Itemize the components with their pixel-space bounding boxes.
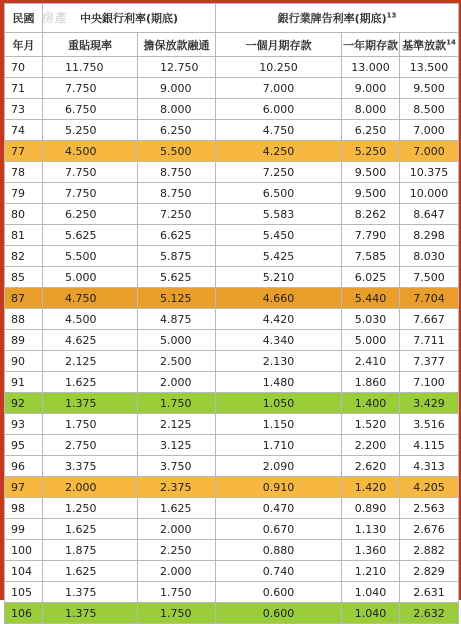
rediscount-rate-cell: 2.125	[43, 351, 138, 372]
secured-loan-rate-cell: 2.500	[138, 351, 216, 372]
base-lending-rate-cell: 2.632	[400, 603, 459, 624]
year-cell: 79	[5, 183, 43, 204]
one-month-deposit-cell: 1.150	[216, 414, 342, 435]
header-row-top	[5, 4, 459, 33]
year-cell: 81	[5, 225, 43, 246]
base-lending-rate-cell: 13.500	[400, 57, 459, 78]
table-row	[5, 246, 459, 267]
base-lending-rate-cell: 4.205	[400, 477, 459, 498]
table-row	[5, 456, 459, 477]
one-year-deposit-cell: 2.200	[342, 435, 400, 456]
header-1y-deposit: 一年期存款	[342, 33, 400, 57]
table-row	[5, 561, 459, 582]
secured-loan-rate-cell: 2.000	[138, 372, 216, 393]
year-cell: 82	[5, 246, 43, 267]
table-row	[5, 351, 459, 372]
rediscount-rate-cell: 2.750	[43, 435, 138, 456]
rediscount-rate-cell: 1.375	[43, 603, 138, 624]
rediscount-rate-cell: 6.750	[43, 99, 138, 120]
one-month-deposit-cell: 0.740	[216, 561, 342, 582]
header-year-top: 民國	[5, 4, 43, 33]
base-lending-rate-cell: 3.516	[400, 414, 459, 435]
one-month-deposit-cell: 0.880	[216, 540, 342, 561]
one-year-deposit-cell: 0.890	[342, 498, 400, 519]
secured-loan-rate-cell: 5.875	[138, 246, 216, 267]
one-year-deposit-cell: 1.130	[342, 519, 400, 540]
header-secured-loan: 擔保放款融通	[138, 33, 216, 57]
table-row	[5, 183, 459, 204]
header-base-lending	[400, 33, 459, 57]
secured-loan-rate-cell: 8.750	[138, 162, 216, 183]
secured-loan-rate-cell: 8.750	[138, 183, 216, 204]
year-cell: 87	[5, 288, 43, 309]
header-1m-deposit: 一個月期存款	[216, 33, 342, 57]
table-row	[5, 330, 459, 351]
rediscount-rate-cell: 4.500	[43, 141, 138, 162]
secured-loan-rate-cell: 5.625	[138, 267, 216, 288]
one-month-deposit-cell: 1.710	[216, 435, 342, 456]
one-month-deposit-cell: 1.480	[216, 372, 342, 393]
secured-loan-rate-cell: 3.125	[138, 435, 216, 456]
year-cell: 89	[5, 330, 43, 351]
one-month-deposit-cell: 10.250	[216, 57, 342, 78]
rediscount-rate-cell: 1.625	[43, 561, 138, 582]
year-cell: 93	[5, 414, 43, 435]
year-cell: 106	[5, 603, 43, 624]
base-lending-rate-cell: 2.882	[400, 540, 459, 561]
one-year-deposit-cell: 13.000	[342, 57, 400, 78]
rediscount-rate-cell: 5.500	[43, 246, 138, 267]
one-month-deposit-cell: 0.600	[216, 603, 342, 624]
secured-loan-rate-cell: 6.625	[138, 225, 216, 246]
base-lending-rate-cell: 7.711	[400, 330, 459, 351]
year-cell: 88	[5, 309, 43, 330]
year-cell: 96	[5, 456, 43, 477]
base-lending-rate-cell: 7.500	[400, 267, 459, 288]
rediscount-rate-cell: 7.750	[43, 183, 138, 204]
rediscount-rate-cell: 1.250	[43, 498, 138, 519]
rediscount-rate-cell: 2.000	[43, 477, 138, 498]
year-cell: 74	[5, 120, 43, 141]
rediscount-rate-cell: 4.625	[43, 330, 138, 351]
year-cell: 77	[5, 141, 43, 162]
header-central-bank: 中央銀行利率(期底)	[43, 4, 216, 33]
one-month-deposit-cell: 0.470	[216, 498, 342, 519]
secured-loan-rate-cell: 1.750	[138, 393, 216, 414]
one-month-deposit-cell: 5.210	[216, 267, 342, 288]
one-month-deposit-cell: 5.450	[216, 225, 342, 246]
one-year-deposit-cell: 9.500	[342, 183, 400, 204]
base-lending-rate-cell: 8.647	[400, 204, 459, 225]
one-month-deposit-cell: 4.250	[216, 141, 342, 162]
year-cell: 80	[5, 204, 43, 225]
one-year-deposit-cell: 2.620	[342, 456, 400, 477]
one-month-deposit-cell: 1.050	[216, 393, 342, 414]
rediscount-rate-cell: 11.750	[43, 57, 138, 78]
one-year-deposit-cell: 1.360	[342, 540, 400, 561]
table-row	[5, 99, 459, 120]
secured-loan-rate-cell: 3.750	[138, 456, 216, 477]
rediscount-rate-cell: 3.375	[43, 456, 138, 477]
one-year-deposit-cell: 5.000	[342, 330, 400, 351]
base-lending-rate-cell: 8.030	[400, 246, 459, 267]
table-row	[5, 225, 459, 246]
header-year-bottom: 年月	[5, 33, 43, 57]
table-row	[5, 519, 459, 540]
year-cell: 104	[5, 561, 43, 582]
secured-loan-rate-cell: 2.250	[138, 540, 216, 561]
rediscount-rate-cell: 1.625	[43, 519, 138, 540]
base-lending-rate-cell: 2.631	[400, 582, 459, 603]
table-row	[5, 582, 459, 603]
year-cell: 70	[5, 57, 43, 78]
one-year-deposit-cell: 8.000	[342, 99, 400, 120]
base-lending-rate-cell: 10.000	[400, 183, 459, 204]
base-lending-rate-cell: 8.298	[400, 225, 459, 246]
year-cell: 78	[5, 162, 43, 183]
base-lending-rate-cell: 7.377	[400, 351, 459, 372]
header-rediscount: 重貼現率	[43, 33, 138, 57]
table-row	[5, 603, 459, 624]
one-year-deposit-cell: 1.520	[342, 414, 400, 435]
table-row	[5, 540, 459, 561]
year-cell: 97	[5, 477, 43, 498]
one-year-deposit-cell: 5.440	[342, 288, 400, 309]
table-row	[5, 162, 459, 183]
table-row	[5, 435, 459, 456]
base-lending-rate-cell: 2.676	[400, 519, 459, 540]
table-container	[4, 3, 458, 620]
one-year-deposit-cell: 6.025	[342, 267, 400, 288]
rediscount-rate-cell: 4.750	[43, 288, 138, 309]
table-row	[5, 120, 459, 141]
interest-rate-table	[4, 3, 459, 624]
year-cell: 100	[5, 540, 43, 561]
rediscount-rate-cell: 5.250	[43, 120, 138, 141]
table-row	[5, 498, 459, 519]
base-lending-rate-cell: 7.100	[400, 372, 459, 393]
year-cell: 90	[5, 351, 43, 372]
base-lending-rate-cell: 4.115	[400, 435, 459, 456]
table-row	[5, 288, 459, 309]
rediscount-rate-cell: 5.000	[43, 267, 138, 288]
base-lending-rate-cell: 7.000	[400, 120, 459, 141]
one-year-deposit-cell: 1.420	[342, 477, 400, 498]
table-row	[5, 267, 459, 288]
secured-loan-rate-cell: 5.125	[138, 288, 216, 309]
base-lending-rate-cell: 8.500	[400, 99, 459, 120]
table-row	[5, 141, 459, 162]
footnote-13: 13	[386, 11, 397, 20]
footnote-14: 14	[446, 37, 456, 46]
rediscount-rate-cell: 1.625	[43, 372, 138, 393]
one-year-deposit-cell: 2.410	[342, 351, 400, 372]
secured-loan-rate-cell: 1.750	[138, 582, 216, 603]
one-month-deposit-cell: 4.660	[216, 288, 342, 309]
secured-loan-rate-cell: 2.125	[138, 414, 216, 435]
base-lending-rate-cell: 2.829	[400, 561, 459, 582]
one-month-deposit-cell: 2.130	[216, 351, 342, 372]
header-bank-rates-label: 銀行業牌告利率(期底)	[277, 12, 387, 25]
rediscount-rate-cell: 4.500	[43, 309, 138, 330]
table-row	[5, 393, 459, 414]
rediscount-rate-cell: 1.375	[43, 393, 138, 414]
base-lending-rate-cell: 7.000	[400, 141, 459, 162]
one-year-deposit-cell: 1.860	[342, 372, 400, 393]
one-month-deposit-cell: 4.750	[216, 120, 342, 141]
one-year-deposit-cell: 1.210	[342, 561, 400, 582]
rediscount-rate-cell: 1.375	[43, 582, 138, 603]
year-cell: 71	[5, 78, 43, 99]
year-cell: 99	[5, 519, 43, 540]
secured-loan-rate-cell: 12.750	[138, 57, 216, 78]
base-lending-rate-cell: 4.313	[400, 456, 459, 477]
one-month-deposit-cell: 5.583	[216, 204, 342, 225]
table-row	[5, 78, 459, 99]
base-lending-rate-cell: 7.704	[400, 288, 459, 309]
one-year-deposit-cell: 1.040	[342, 582, 400, 603]
one-year-deposit-cell: 9.000	[342, 78, 400, 99]
one-month-deposit-cell: 6.000	[216, 99, 342, 120]
base-lending-rate-cell: 9.500	[400, 78, 459, 99]
one-month-deposit-cell: 7.250	[216, 162, 342, 183]
one-month-deposit-cell: 0.670	[216, 519, 342, 540]
one-month-deposit-cell: 5.425	[216, 246, 342, 267]
table-row	[5, 204, 459, 225]
secured-loan-rate-cell: 8.000	[138, 99, 216, 120]
one-year-deposit-cell: 1.400	[342, 393, 400, 414]
year-cell: 105	[5, 582, 43, 603]
secured-loan-rate-cell: 2.375	[138, 477, 216, 498]
one-year-deposit-cell: 7.585	[342, 246, 400, 267]
one-year-deposit-cell: 9.500	[342, 162, 400, 183]
one-month-deposit-cell: 0.910	[216, 477, 342, 498]
rediscount-rate-cell: 1.875	[43, 540, 138, 561]
header-base-lending-label: 基準放款	[402, 38, 447, 52]
one-month-deposit-cell: 0.600	[216, 582, 342, 603]
watermark: 房產	[42, 11, 69, 25]
one-month-deposit-cell: 7.000	[216, 78, 342, 99]
one-year-deposit-cell: 8.262	[342, 204, 400, 225]
secured-loan-rate-cell: 9.000	[138, 78, 216, 99]
rediscount-rate-cell: 7.750	[43, 162, 138, 183]
secured-loan-rate-cell: 5.500	[138, 141, 216, 162]
year-cell: 95	[5, 435, 43, 456]
rediscount-rate-cell: 7.750	[43, 78, 138, 99]
base-lending-rate-cell: 7.667	[400, 309, 459, 330]
secured-loan-rate-cell: 5.000	[138, 330, 216, 351]
one-year-deposit-cell: 5.030	[342, 309, 400, 330]
year-cell: 85	[5, 267, 43, 288]
rediscount-rate-cell: 6.250	[43, 204, 138, 225]
secured-loan-rate-cell: 1.750	[138, 603, 216, 624]
one-year-deposit-cell: 6.250	[342, 120, 400, 141]
secured-loan-rate-cell: 2.000	[138, 519, 216, 540]
rediscount-rate-cell: 1.750	[43, 414, 138, 435]
one-year-deposit-cell: 7.790	[342, 225, 400, 246]
secured-loan-rate-cell: 2.000	[138, 561, 216, 582]
secured-loan-rate-cell: 1.625	[138, 498, 216, 519]
header-bank-rates	[216, 4, 459, 33]
table-row	[5, 309, 459, 330]
header-row-bottom	[5, 33, 459, 57]
secured-loan-rate-cell: 4.875	[138, 309, 216, 330]
year-cell: 91	[5, 372, 43, 393]
one-month-deposit-cell: 2.090	[216, 456, 342, 477]
table-row	[5, 372, 459, 393]
table-row	[5, 57, 459, 78]
one-year-deposit-cell: 5.250	[342, 141, 400, 162]
one-month-deposit-cell: 4.340	[216, 330, 342, 351]
rediscount-rate-cell: 5.625	[43, 225, 138, 246]
one-month-deposit-cell: 6.500	[216, 183, 342, 204]
table-row	[5, 477, 459, 498]
base-lending-rate-cell: 3.429	[400, 393, 459, 414]
table-row	[5, 414, 459, 435]
base-lending-rate-cell: 2.563	[400, 498, 459, 519]
year-cell: 73	[5, 99, 43, 120]
secured-loan-rate-cell: 7.250	[138, 204, 216, 225]
base-lending-rate-cell: 10.375	[400, 162, 459, 183]
one-month-deposit-cell: 4.420	[216, 309, 342, 330]
year-cell: 98	[5, 498, 43, 519]
one-year-deposit-cell: 1.040	[342, 603, 400, 624]
secured-loan-rate-cell: 6.250	[138, 120, 216, 141]
year-cell: 92	[5, 393, 43, 414]
